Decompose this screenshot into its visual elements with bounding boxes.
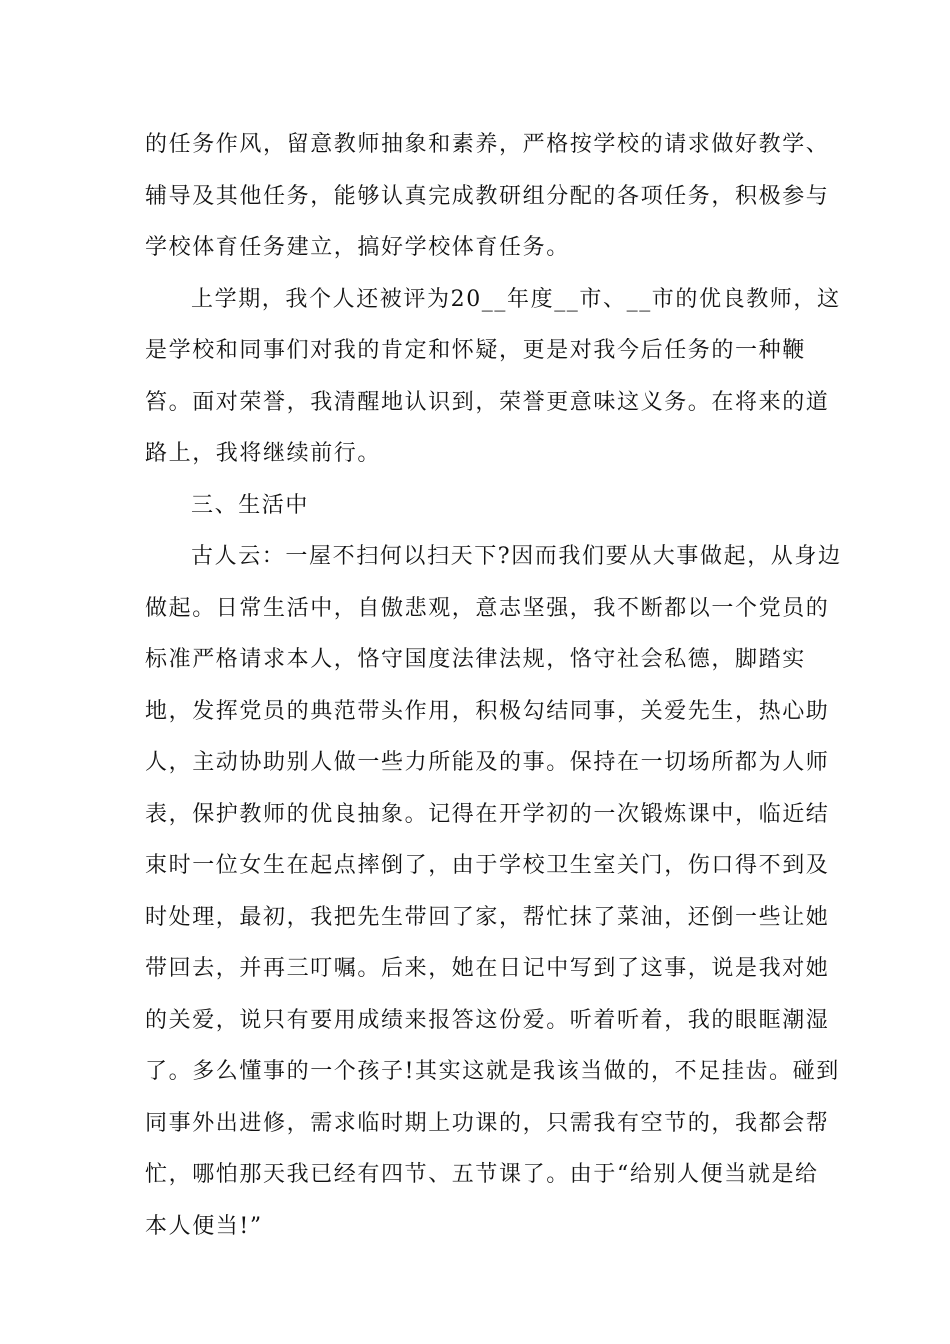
paragraph-start-line: 古人云：一屋不扫何以扫天下?因而我们要从大事做起，从身边 (191, 544, 842, 569)
paragraph-start-line: 上学期，我个人还被评为20__年度__市、__市的优良教师，这 (191, 286, 841, 312)
text-line: 表，保护教师的优良抽象。记得在开学初的一次锻炼课中，临近结 (145, 801, 830, 827)
text-line: 人，主动协助别人做一些力所能及的事。保持在一切场所都为人师 (145, 750, 830, 775)
text-line: 辅导及其他任务，能够认真完成教研组分配的各项任务，积极参与 (145, 183, 830, 209)
text-line: 做起。日常生活中，自傲悲观，意志坚强，我不断都以一个党员的 (145, 595, 830, 621)
text-line: 是学校和同事们对我的肯定和怀疑，更是对我今后任务的一种鞭 (145, 338, 806, 363)
section-heading: 三、生活中 (191, 492, 310, 518)
text-line: 同事外出进修，需求临时期上功课的，只需我有空节的，我都会帮 (145, 1110, 830, 1136)
text-line: 的关爱，说只有要用成绩来报答这份爱。听着听着，我的眼眶潮湿 (145, 1007, 830, 1033)
text-line: 路上，我将继续前行。 (145, 441, 382, 466)
body-text (145, 126, 842, 1259)
text-line: 笞。面对荣誉，我清醒地认识到，荣誉更意味这义务。在将来的道 (145, 389, 830, 415)
text-line: 的任务作风，留意教师抽象和素养，严格按学校的请求做好教学、 (145, 132, 830, 157)
text-line: 本人便当!” (145, 1213, 263, 1239)
text-line: 地，发挥党员的典范带头作用，积极勾结同事，关爱先生，热心助 (145, 698, 830, 724)
text-line: 学校体育任务建立，搞好学校体育任务。 (145, 235, 570, 260)
text-line: 束时一位女生在起点摔倒了，由于学校卫生室关门，伤口得不到及 (145, 853, 830, 878)
text-line: 了。多么懂事的一个孩子!其实这就是我该当做的，不足挂齿。碰到 (145, 1059, 840, 1084)
text-line: 标准严格请求本人，恪守国度法律法规，恪守社会私德，脚踏实 (145, 647, 806, 672)
text-line: 带回去，并再三叮嘱。后来，她在日记中写到了这事，说是我对她 (145, 956, 830, 981)
text-line: 忙，哪怕那天我已经有四节、五节课了。由于“给别人便当就是给 (145, 1162, 819, 1187)
text-line: 时处理，最初，我把先生带回了家，帮忙抹了菜油，还倒一些让她 (145, 904, 830, 930)
